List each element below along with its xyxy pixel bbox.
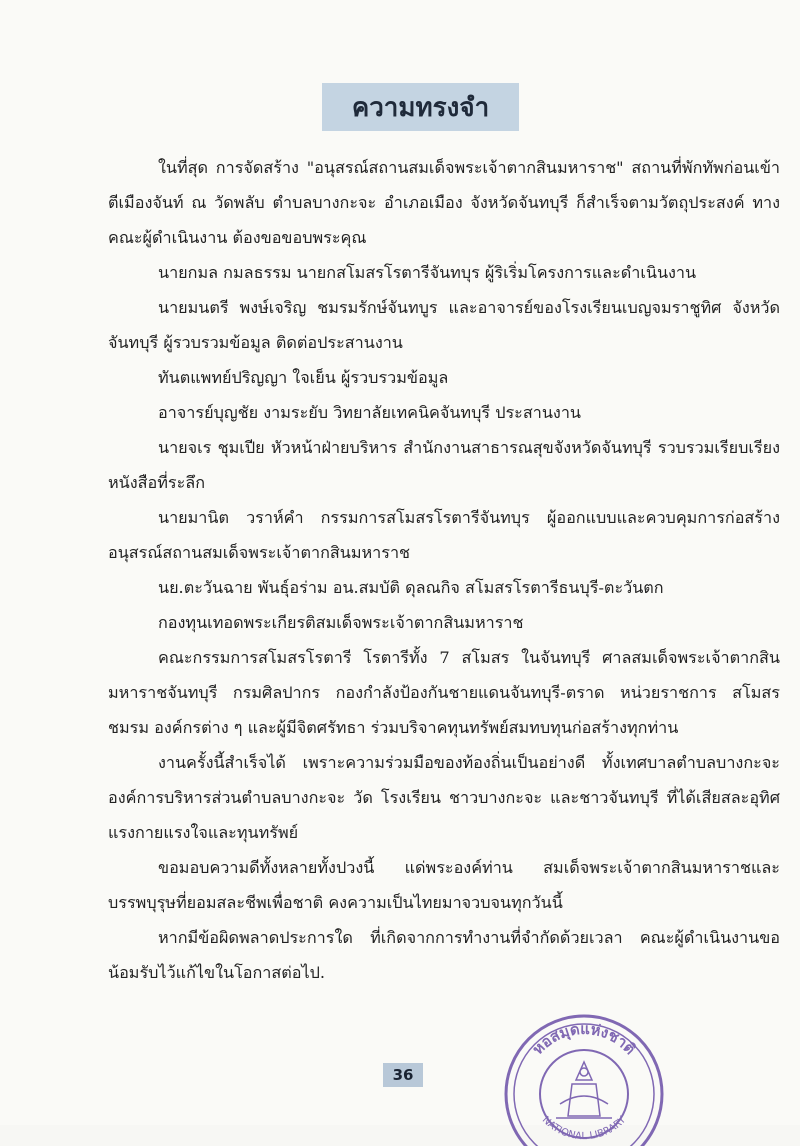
paragraph-community: งานครั้งนี้สำเร็จได้ เพราะความร่วมมือของท้องถิ่นเป็นอย่างดี ทั้งเทศบาลตำบลบางกะจะ องค์การบริหารส่วนตำบลบางกะจะ วัด โรงเรียน ชาวบางกะจะ และชาวจันทบุรี ที่ได้เสียสละอุทิศแรงกายแรงใจและทุนทรัพย์: [108, 753, 780, 842]
paragraph-acknowledgement: อาจารย์บุญชัย งามระยับ วิทยาลัยเทคนิคจันทบุรี ประสานงาน: [158, 403, 581, 422]
paragraph-acknowledgement: คณะกรรมการสโมสรโรตารี โรตารีทั้ง 7 สโมสร ในจันทบุรี ศาลสมเด็จพระเจ้าตากสินมหาราชจันทบุรี กรมศิลปากร กองกำลังป้องกันชายแดนจันทบุรี-ตราด หน่วยราชการ สโมสร ชมรม องค์กรต่าง ๆ และผู้มีจิตศรัทธา ร่วมบริจาคทุนทรัพย์สมทบทุนก่อสร้างทุกท่าน: [108, 648, 780, 737]
paragraph-dedication: ขอมอบความดีทั้งหลายทั้งปวงนี้ แด่พระองค์ท่าน สมเด็จพระเจ้าตากสินมหาราชและบรรพบุรุษที่ยอมสละชีพเพื่อชาติ คงความเป็นไทยมาจวบจนทุกวันนี้: [108, 858, 780, 912]
document-body: [108, 150, 780, 990]
title-banner: [322, 83, 519, 131]
paragraph-intro: ในที่สุด การจัดสร้าง "อนุสรณ์สถานสมเด็จพระเจ้าตากสินมหาราช" สถานที่พักทัพก่อนเข้าตีเมืองจันท์ ณ วัดพลับ ตำบลบางกะจะ อำเภอเมือง จังหวัดจันทบุรี ก็สำเร็จตามวัตถุประสงค์ ทางคณะผู้ดำเนินงาน ต้องขอขอบพระคุณ: [108, 158, 780, 247]
paragraph-acknowledgement: นายมานิต วราห์คำ กรรมการสโมสรโรตารีจันทบุร ผู้ออกแบบและควบคุมการก่อสร้าง อนุสรณ์สถานสมเด็จพระเจ้าตากสินมหาราช: [108, 508, 780, 562]
paragraph-apology: หากมีข้อผิดพลาดประการใด ที่เกิดจากการทำงานที่จำกัดด้วยเวลา คณะผู้ดำเนินงานขอน้อมรับไว้แก้ไขในโอกาสต่อไป.: [108, 928, 780, 982]
paragraph-acknowledgement: กองทุนเทอดพระเกียรติสมเด็จพระเจ้าตากสินมหาราช: [158, 613, 524, 632]
paragraph-acknowledgement: ทันตแพทย์ปริญญา ใจเย็น ผู้รวบรวมข้อมูล: [158, 368, 449, 387]
paragraph-acknowledgement: นายกมล กมลธรรม นายกสโมสรโรตารีจันทบุร ผู้ริเริ่มโครงการและดำเนินงาน: [158, 263, 697, 282]
paragraph-acknowledgement: นายจเร ชุมเปีย หัวหน้าฝ่ายบริหาร สำนักงานสาธารณสุขจังหวัดจันทบุรี รวบรวมเรียบเรียงหนังสือที่ระลึก: [108, 438, 780, 492]
stamp-text-bottom: NATIONAL LIBRARY: [539, 1114, 629, 1143]
page-title: ความทรงจำ: [351, 92, 490, 123]
library-stamp: [498, 1006, 670, 1146]
page-number-badge: [383, 1063, 423, 1087]
paragraph-acknowledgement: นย.ตะวันฉาย พันธุ์อร่าม อน.สมบัติ ดุลณกิจ สโมสรโรตารีธนบุรี-ตะวันตก: [158, 578, 664, 597]
stamp-text-top: หอสมุดแห่งชาติ: [528, 1019, 640, 1059]
page-number: 36: [392, 1066, 414, 1084]
paragraph-acknowledgement: นายมนตรี พงษ์เจริญ ชมรมรักษ์จันทบูร และอาจารย์ของโรงเรียนเบญจมราชูทิศ จังหวัดจันทบุรี ผู้รวบรวมข้อมูล ติดต่อประสานงาน: [108, 298, 780, 352]
